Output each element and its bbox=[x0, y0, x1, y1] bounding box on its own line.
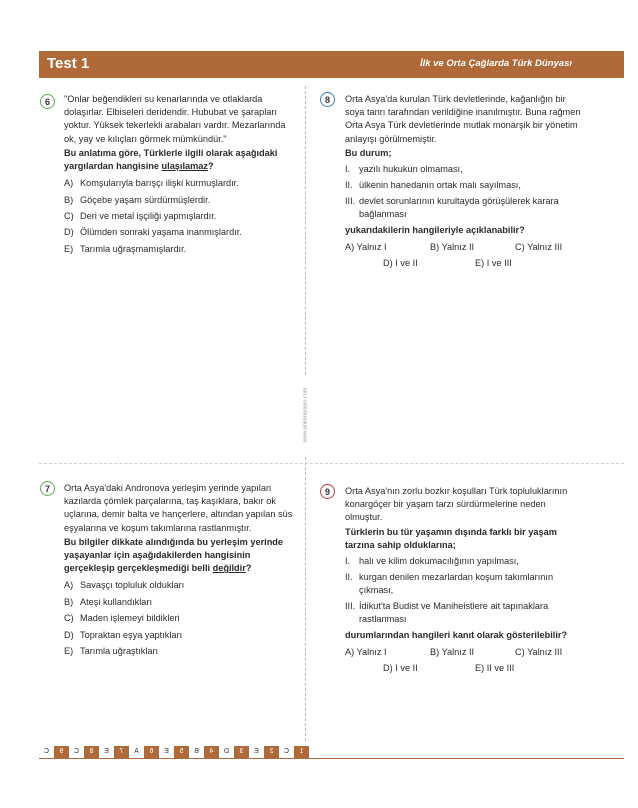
statement-item bbox=[345, 179, 585, 192]
option-text: Savaşçı topluluk oldukları bbox=[80, 580, 185, 591]
question-6-options bbox=[64, 177, 296, 256]
question-7-stem: Bu bilgiler dikkate alındığında bu yerleşim yerinde yaşayanlar için aşağıdakilerden hangisinin gerçekleşip gerçekleşmediği belli değildir? bbox=[64, 536, 284, 574]
question-7-options bbox=[64, 579, 296, 658]
question-number-9: 9 bbox=[320, 484, 335, 499]
answer-option: E) I ve III bbox=[475, 257, 512, 268]
statement-text: devlet sorunlarının kurultayda görüşülerek karara bağlanması bbox=[359, 195, 559, 219]
answer-key-bar bbox=[39, 746, 309, 758]
question-9-answers bbox=[345, 646, 585, 678]
option-item bbox=[64, 579, 296, 592]
question-9-text: Orta Asya'nın zorlu bozkır koşulları Türk topluluklarının konargöçer bir yaşam tarzı sürdürmelerine neden olmuştur. bbox=[345, 486, 568, 523]
statement-text: yazılı hukukun olmaması, bbox=[359, 164, 463, 175]
answer-option: B) Yalnız II bbox=[430, 241, 475, 252]
page-header bbox=[39, 51, 624, 77]
answer-option: D) I ve II bbox=[383, 663, 418, 674]
option-letter: B) bbox=[64, 596, 74, 607]
answer-key-cell: 8 bbox=[84, 746, 99, 758]
question-9-question: durumlarından hangileri kanıt olarak gösterilebilir? bbox=[345, 629, 568, 640]
question-6-text: "Onlar beğendikleri su kenarlarında ve otlaklarda dolaşırlar. Elbiseleri deridendir. Hububat ve şarapları yoktur. Yüksek tekerlekli arabaları vardır. Mezarlarında ok, yay ve kılıçları görmek mümkündür." bbox=[64, 94, 286, 144]
option-letter: D) bbox=[64, 227, 74, 238]
statement-numeral: II. bbox=[345, 179, 353, 190]
statement-numeral: III. bbox=[345, 600, 356, 611]
question-7-text: Orta Asya'daki Andronova yerleşim yerinde yapılan kazılarda çömlek parçalarına, taş kaşıklara, bakır ok uçlarına, demir balta ve hançerlere, altından yapılan süs eşyalarına ve koşum takımlarına rastlanmıştır. bbox=[64, 483, 293, 533]
question-8-question: yukarıdakilerin hangileriyle açıklanabilir? bbox=[345, 224, 525, 235]
answer-option: C) Yalnız III bbox=[515, 647, 563, 658]
option-item bbox=[64, 612, 296, 625]
option-letter: E) bbox=[64, 243, 74, 254]
subject-title: İlk ve Orta Çağlarda Türk Dünyası bbox=[419, 58, 572, 69]
question-9 bbox=[345, 485, 585, 678]
watermark: www.ankarayayin.com bbox=[299, 375, 311, 455]
answer-key-cell: E bbox=[254, 748, 259, 755]
answer-key-cell: C bbox=[283, 748, 290, 755]
question-9-statements bbox=[345, 555, 585, 626]
statement-item bbox=[345, 163, 585, 176]
option-letter: A) bbox=[64, 178, 74, 189]
answer-option: B) Yalnız II bbox=[430, 647, 475, 658]
answer-key-cell: 6 bbox=[144, 746, 159, 758]
answer-key-cell: E bbox=[164, 748, 169, 755]
answer-key-cell: 2 bbox=[264, 746, 279, 758]
answer-key-cell: D bbox=[223, 748, 230, 755]
answer-option: A) Yalnız I bbox=[345, 647, 387, 658]
option-text: Ateşi kullandıkları bbox=[80, 596, 153, 607]
option-item bbox=[64, 210, 296, 223]
question-number-6: 6 bbox=[40, 94, 55, 109]
answer-key-cell: B bbox=[194, 748, 199, 755]
option-letter: C) bbox=[64, 211, 74, 221]
question-6-stem: Bu anlatıma göre, Türklerle ilgili olarak aşağıdaki yargılardan hangisine ulaşılamaz? bbox=[64, 147, 278, 172]
answer-key-cell: C bbox=[43, 748, 50, 755]
row-divider bbox=[39, 463, 624, 464]
option-letter: D) bbox=[64, 629, 74, 640]
statement-text: halı ve kilim dokumacılığının yapılması, bbox=[359, 556, 519, 567]
question-9-lead: Türklerin bu tür yaşamın dışında farklı bir yaşam tarzına sahip olduklarına; bbox=[345, 526, 557, 550]
answer-key-cell: 7 bbox=[114, 746, 129, 758]
statement-item bbox=[345, 195, 585, 221]
option-text: Maden işlemeyi bildikleri bbox=[80, 613, 180, 624]
option-text: Tarımla uğraşmamışlardır. bbox=[80, 243, 187, 254]
answer-key-cell: E bbox=[104, 748, 109, 755]
question-8-answers bbox=[345, 241, 585, 273]
answer-key-cell: 9 bbox=[54, 746, 69, 758]
option-text: Komşularıyla barışçı ilişki kurmuşlardır. bbox=[80, 178, 239, 189]
footer-rule bbox=[39, 758, 624, 759]
option-text: Göçebe yaşam sürdürmüşlerdir. bbox=[80, 194, 211, 205]
option-letter: A) bbox=[64, 580, 74, 591]
option-item bbox=[64, 596, 296, 609]
option-text: Deri ve metal işçiliği yapmışlardır. bbox=[80, 211, 217, 221]
question-number-7: 7 bbox=[40, 481, 55, 496]
answer-option: C) Yalnız III bbox=[515, 241, 563, 252]
option-item bbox=[64, 177, 296, 190]
answer-key-cell: 5 bbox=[174, 746, 189, 758]
statement-text: ülkenin hanedanın ortak malı sayılması, bbox=[359, 179, 521, 190]
statement-numeral: III. bbox=[345, 195, 356, 206]
answer-key-cell: A bbox=[134, 748, 139, 755]
statement-item bbox=[345, 600, 585, 626]
option-item bbox=[64, 226, 296, 239]
option-text: Tarımla uğraştıkları bbox=[80, 645, 159, 656]
statement-text: kurgan denilen mezarlardan koşum takımlarının çıkması, bbox=[359, 571, 554, 596]
header-rule bbox=[39, 77, 624, 78]
statement-numeral: I. bbox=[345, 556, 351, 567]
option-letter: B) bbox=[64, 194, 74, 205]
option-letter: E) bbox=[64, 645, 74, 656]
answer-option: A) Yalnız I bbox=[345, 241, 387, 252]
question-8-text: Orta Asya'da kurulan Türk devletlerinde, kağanlığın bir soya tanrı tarafından verildiğine inanılmıştır. Buna rağmen Orta Asya Türk devletlerinde mutlak monarşik bir yönetim anlayışı görülmemiştir. bbox=[345, 94, 581, 144]
statement-text: İdikut'ta Budist ve Maniheistlere ait tapınaklara rastlanması bbox=[359, 600, 549, 625]
question-8 bbox=[345, 93, 585, 273]
option-text: Ölümden sonraki yaşama inanmışlardır. bbox=[80, 227, 242, 238]
option-letter: C) bbox=[64, 613, 74, 624]
answer-key-cell: 1 bbox=[294, 746, 309, 758]
question-8-lead: Bu durum; bbox=[345, 147, 392, 158]
option-item bbox=[64, 194, 296, 207]
option-item bbox=[64, 243, 296, 256]
question-6 bbox=[64, 93, 296, 259]
test-title: Test 1 bbox=[47, 55, 90, 72]
statement-numeral: II. bbox=[345, 571, 353, 582]
question-8-statements bbox=[345, 163, 585, 221]
answer-key-cell: C bbox=[73, 748, 80, 755]
answer-key-cell: 4 bbox=[204, 746, 219, 758]
statement-item bbox=[345, 571, 585, 597]
statement-item bbox=[345, 555, 585, 568]
question-7 bbox=[64, 482, 296, 661]
option-text: Topraktan eşya yaptıkları bbox=[80, 629, 183, 640]
option-item bbox=[64, 645, 296, 658]
option-item bbox=[64, 629, 296, 642]
answer-key-cell: 3 bbox=[234, 746, 249, 758]
answer-option: D) I ve II bbox=[383, 257, 418, 268]
question-number-8: 8 bbox=[320, 92, 335, 107]
statement-numeral: I. bbox=[345, 164, 351, 175]
answer-option: E) II ve III bbox=[475, 663, 515, 674]
